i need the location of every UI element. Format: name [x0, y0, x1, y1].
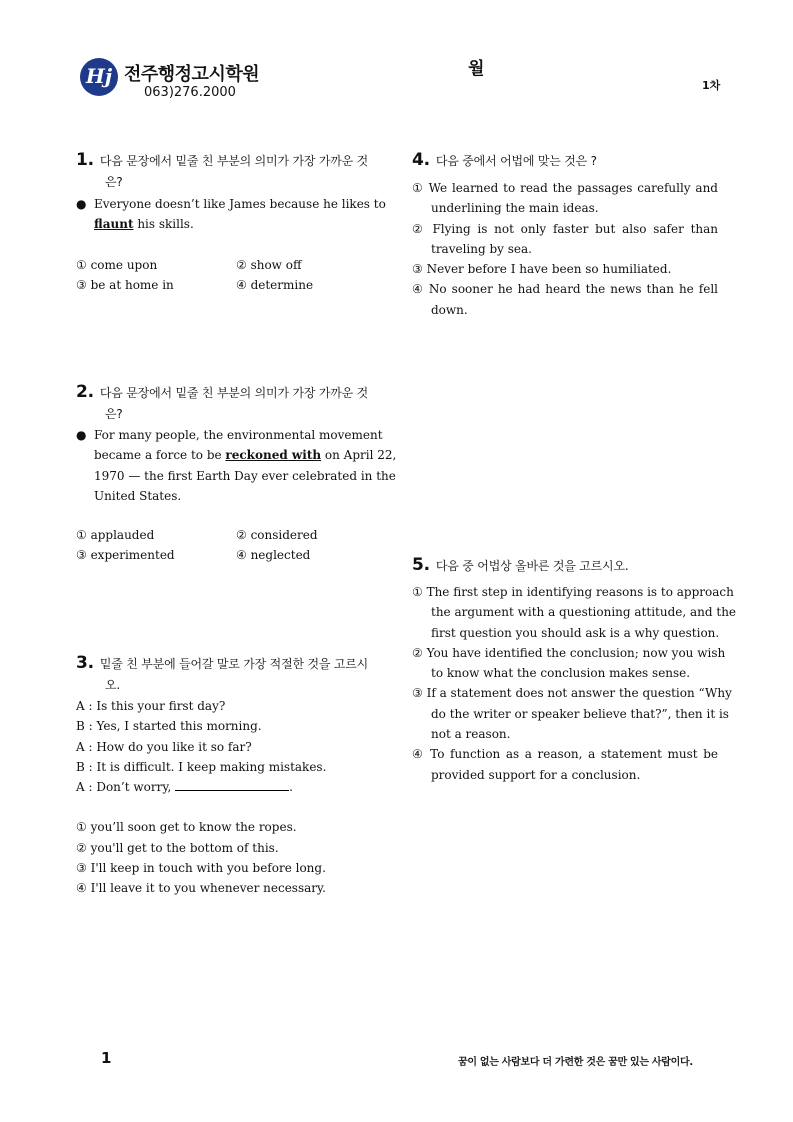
option-2-cont: traveling by sea. [431, 241, 532, 256]
option-3[interactable]: ③ I'll keep in touch with you before long. [76, 861, 326, 876]
bullet-icon: ● [76, 197, 87, 211]
option-4[interactable]: ④ determine [236, 277, 314, 292]
academy-logo [80, 58, 118, 96]
option-3[interactable]: ③ Never before I have been so humiliated. [412, 262, 672, 277]
dialogue-line: B : Yes, I started this morning. [76, 719, 262, 734]
passage-line: For many people, the environmental movement [94, 428, 383, 442]
passage-line: Everyone doesn’t like James because he likes to [94, 197, 386, 211]
round-label: 1차 [702, 79, 721, 92]
question-2-passage [76, 425, 397, 506]
academy-phone: 063)276.2000 [144, 85, 236, 100]
option-2[interactable]: ② show off [236, 257, 302, 272]
prompt-text: 다음 중에서 어법에 맞는 것은 ? [435, 154, 597, 168]
prompt-text: 다음 중 어법상 올바른 것을 고르시오. [435, 559, 629, 573]
underlined-word: flaunt [94, 217, 134, 232]
option-4[interactable]: ④ No sooner he had heard the news than he fell [412, 282, 718, 297]
footer-motto: 꿈이 없는 사람보다 더 가련한 것은 꿈만 있는 사람이다. [458, 1057, 693, 1068]
bullet-icon: ● [76, 428, 87, 442]
question-3-dialogue [76, 696, 382, 797]
underlined-phrase: reckoned with [225, 448, 322, 463]
question-2-prompt [76, 382, 382, 425]
option-4-cont: down. [431, 302, 468, 317]
question-number: 4. [412, 150, 430, 170]
answer-blank [175, 779, 289, 791]
question-number: 1. [76, 150, 94, 170]
header-center-mark: 월 [468, 59, 485, 79]
logo-letters: Hj [85, 64, 113, 88]
dialogue-line: A : How do you like it so far? [76, 739, 252, 754]
option-2-cont: to know what the conclusion makes sense. [431, 666, 691, 681]
option-1-cont: underlining the main ideas. [431, 201, 599, 216]
dialogue-punct: . [289, 780, 293, 795]
option-3[interactable]: ③ be at home in [76, 277, 174, 292]
question-number: 3. [76, 653, 94, 673]
dialogue-line: B : It is difficult. I keep making mistakes. [76, 759, 327, 774]
option-2[interactable]: ② You have identified the conclusion; now you wish [412, 645, 726, 660]
option-3-cont: not a reason. [431, 727, 511, 742]
question-1-options [76, 255, 382, 296]
option-3[interactable]: ③ experimented [76, 548, 175, 563]
option-1[interactable]: ① come upon [76, 257, 158, 272]
prompt-text: 다음 문장에서 밑줄 친 부분의 의미가 가장 가까운 것 [99, 386, 369, 400]
option-2[interactable]: ② considered [236, 528, 318, 543]
option-1[interactable]: ① applauded [76, 528, 155, 543]
question-4-prompt [412, 150, 718, 172]
question-number: 2. [76, 382, 94, 402]
question-number: 5. [412, 555, 430, 575]
prompt-text-cont: 은? [105, 407, 123, 421]
option-1-cont: the argument with a questioning attitude, and the [431, 605, 737, 620]
option-4[interactable]: ④ I'll leave it to you whenever necessary. [76, 881, 326, 896]
prompt-text-cont: 오. [105, 678, 121, 692]
page-number: 1 [101, 1049, 112, 1067]
question-3 [76, 653, 382, 899]
prompt-text-cont: 은? [105, 175, 123, 189]
option-3[interactable]: ③ If a statement does not answer the question “Why [412, 686, 732, 701]
passage-line: on April 22, [321, 448, 397, 463]
option-3-cont: do the writer or speaker believe that?”, then it is [431, 706, 729, 721]
option-4[interactable]: ④ To function as a reason, a statement must be [412, 747, 718, 762]
option-4-cont: provided support for a conclusion. [431, 767, 641, 782]
question-1 [76, 150, 386, 295]
question-1-prompt [76, 150, 382, 193]
question-4-options [412, 178, 718, 320]
passage-line: became a force to be [94, 448, 226, 463]
option-1[interactable]: ① The first step in identifying reasons is to approach [412, 585, 734, 599]
passage-line: 1970 — the first Earth Day ever celebrated in the [94, 468, 396, 483]
option-2[interactable]: ② you'll get to the bottom of this. [76, 840, 279, 855]
question-1-passage [76, 194, 386, 235]
passage-line: his skills. [133, 217, 194, 232]
prompt-text: 다음 문장에서 밑줄 친 부분의 의미가 가장 가까운 것 [99, 154, 369, 168]
passage-line: United States. [94, 488, 182, 503]
question-3-prompt [76, 653, 382, 696]
prompt-text: 밑줄 친 부분에 들어갈 말로 가장 적절한 것을 고르시 [99, 657, 369, 671]
option-2[interactable]: ② Flying is not only faster but also safer than [412, 221, 718, 236]
option-1[interactable]: ① you’ll soon get to know the ropes. [76, 820, 297, 835]
option-1[interactable]: ① We learned to read the passages carefully and [412, 181, 718, 195]
option-4[interactable]: ④ neglected [236, 548, 311, 563]
question-2 [76, 382, 397, 566]
question-2-options [76, 525, 382, 566]
question-4 [412, 150, 718, 320]
question-5-options [412, 582, 737, 785]
academy-name: 전주행정고시학원 [124, 64, 260, 85]
dialogue-line: A : Don’t worry, [76, 780, 176, 795]
option-1-cont: first question you should ask is a why question. [431, 625, 720, 640]
question-3-options [76, 817, 382, 898]
question-5-prompt [412, 555, 718, 577]
question-5 [412, 555, 737, 785]
dialogue-line: A : Is this your first day? [76, 699, 226, 713]
